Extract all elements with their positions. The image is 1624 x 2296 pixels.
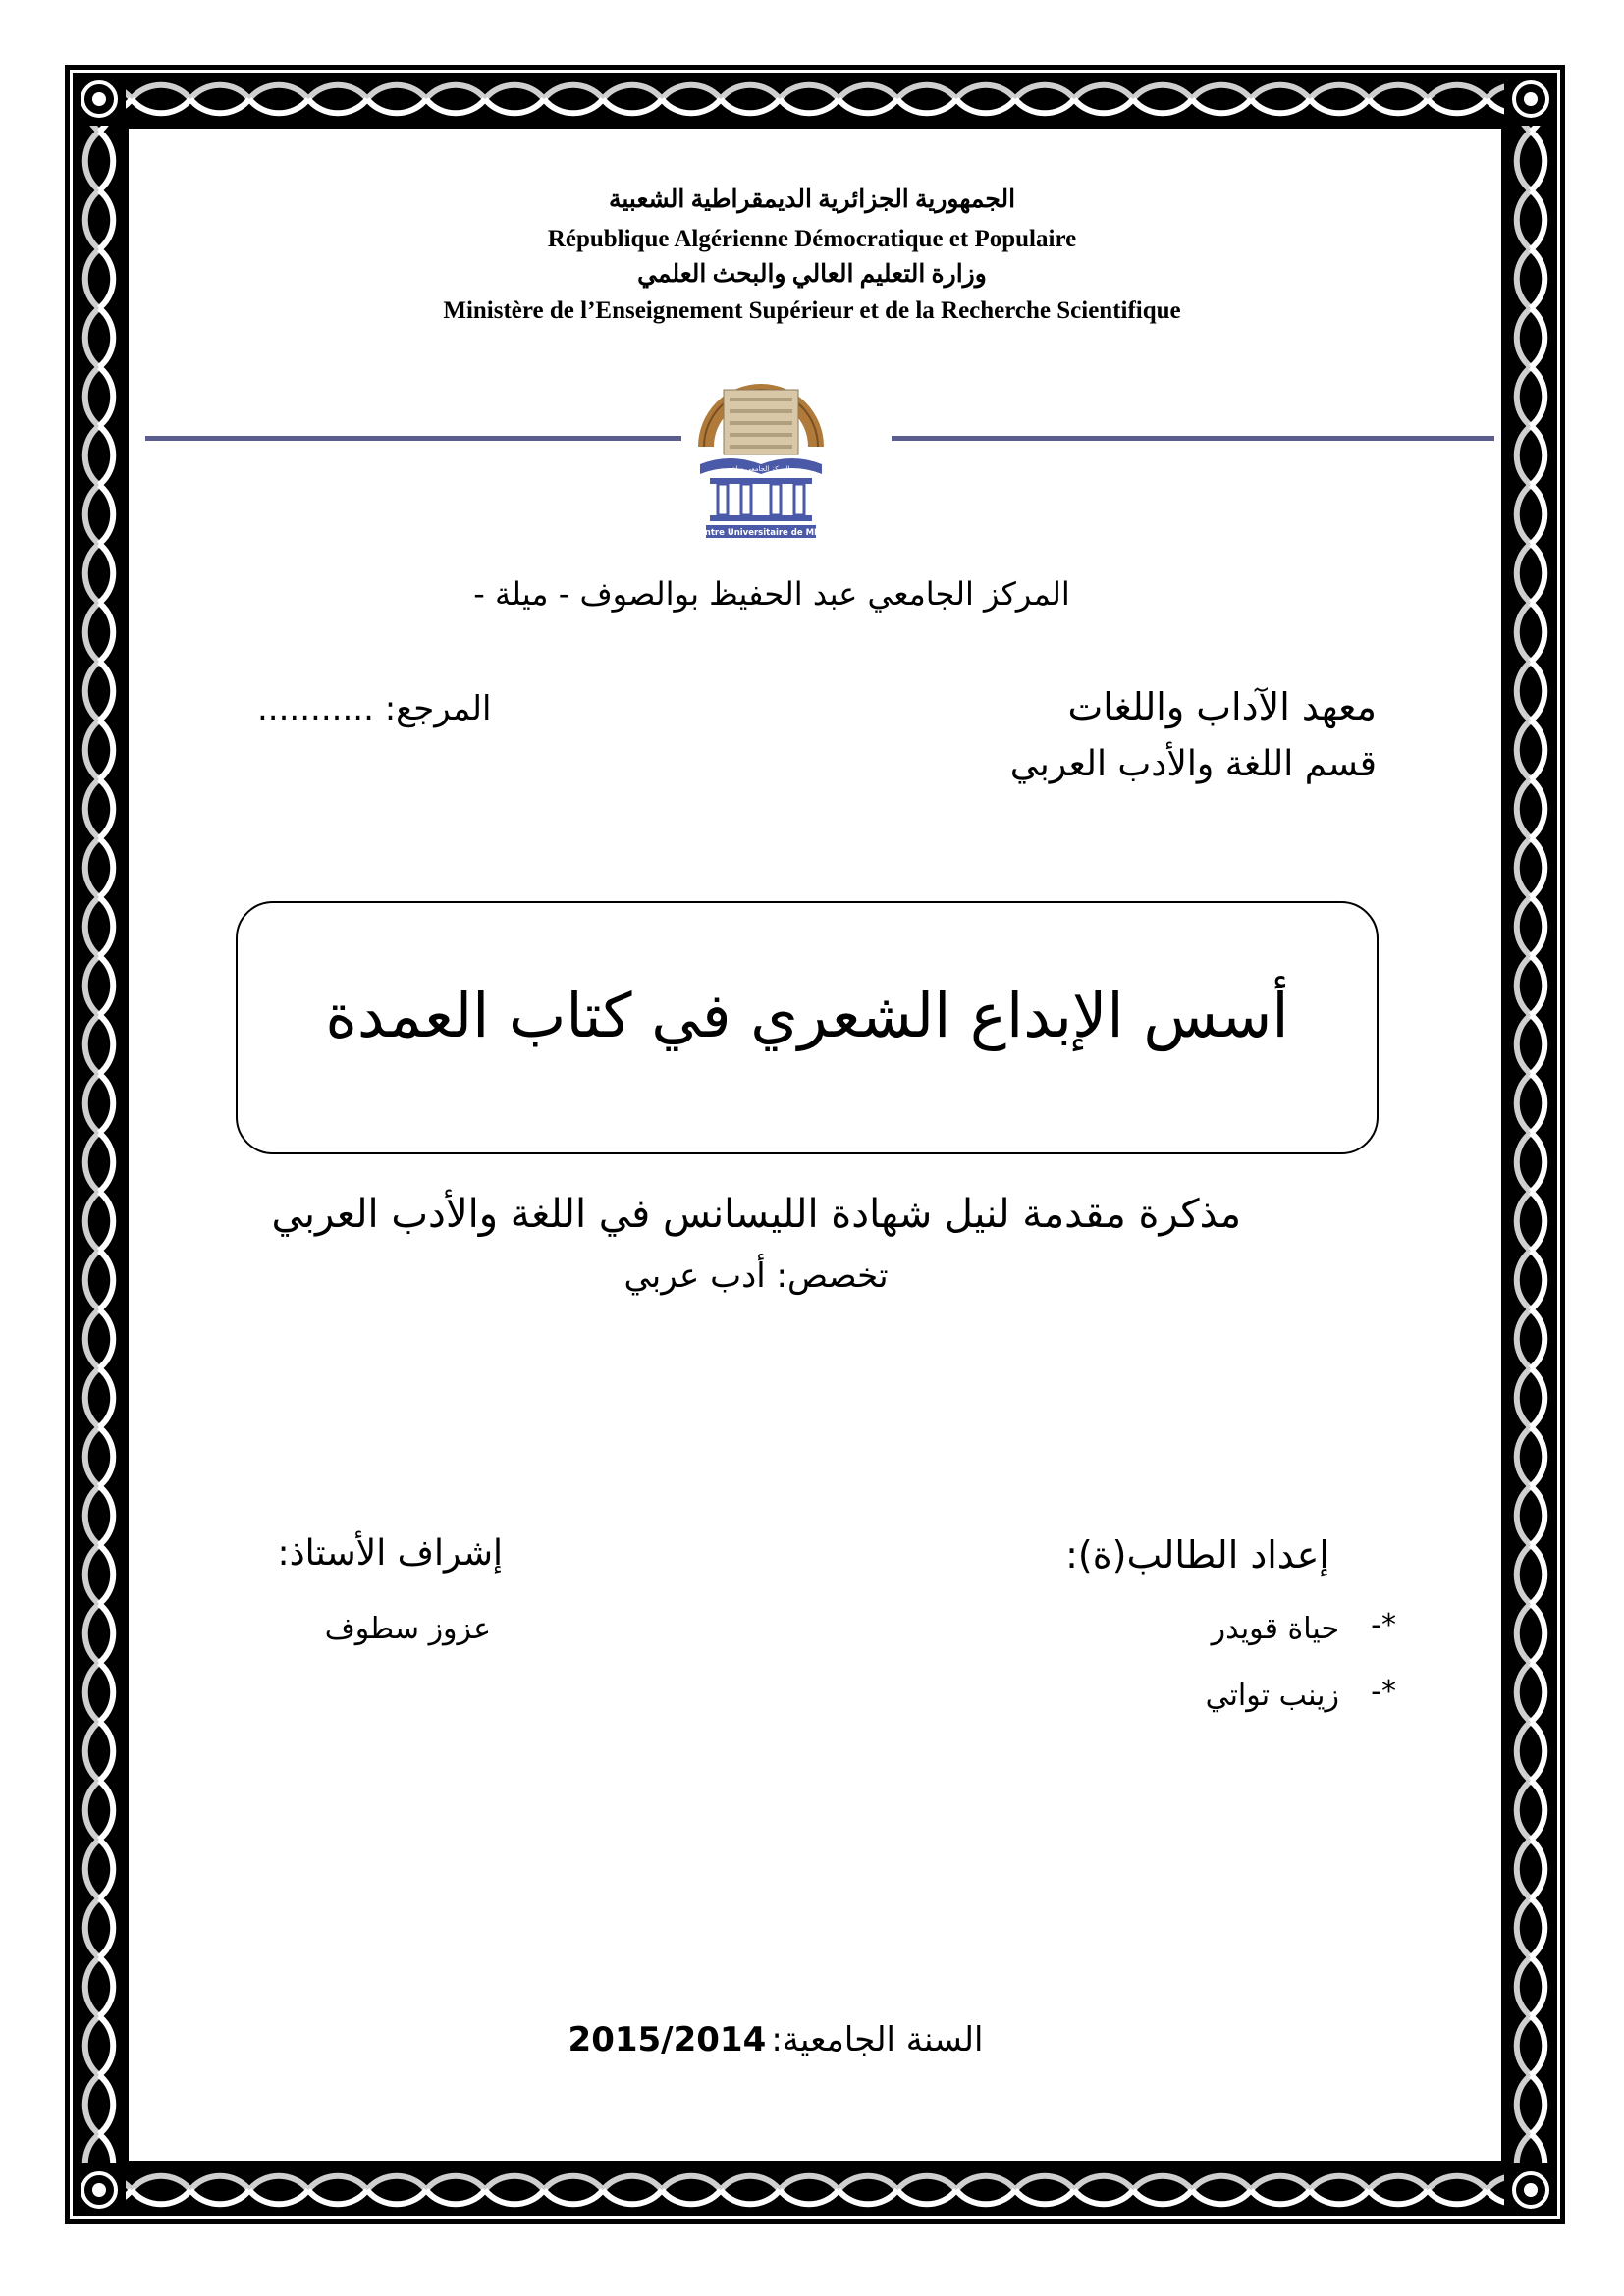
center-name: المركز الجامعي عبد الحفيظ بوالصوف - ميلة - xyxy=(473,575,1070,613)
republic-name-french: République Algérienne Démocratique et Populaire xyxy=(547,226,1077,252)
chain-pattern-left xyxy=(73,73,126,2216)
corner-ornament xyxy=(73,73,126,126)
chain-pattern-top xyxy=(73,73,1557,126)
author-marker: *- xyxy=(1371,1675,1396,1709)
logo-banner-text: المركز الجامعي ميلة xyxy=(731,465,790,473)
institute-name: معهد الآداب واللغات xyxy=(1067,685,1377,728)
supervisor-name: عزوز سطوف xyxy=(324,1612,491,1646)
reference-field: المرجع: ........... xyxy=(257,689,492,728)
corner-ornament xyxy=(1504,73,1557,126)
header-rule-right xyxy=(892,436,1494,441)
author-marker: *- xyxy=(1371,1608,1396,1642)
thesis-specialty: تخصص: أدب عربي xyxy=(623,1256,889,1296)
border-band-bottom xyxy=(73,2163,1557,2216)
authors-label: إعداد الطالب(ة): xyxy=(1065,1533,1329,1576)
republic-name-arabic: الجمهورية الجزائرية الديمقراطية الشعبية xyxy=(608,187,1016,213)
thesis-title-box xyxy=(236,901,1379,1154)
thesis-title: أسس الإبداع الشعري في كتاب العمدة xyxy=(325,980,1289,1051)
border-band-left xyxy=(73,73,126,2216)
author-name: حياة قويدر xyxy=(1211,1612,1339,1646)
author-name: زينب تواتي xyxy=(1205,1679,1339,1713)
border-band-top xyxy=(73,73,1557,126)
border-band-right xyxy=(1504,73,1557,2216)
chain-pattern-bottom xyxy=(73,2163,1557,2216)
academic-year xyxy=(550,2020,1001,2059)
university-logo xyxy=(690,348,832,539)
chain-pattern-right xyxy=(1504,73,1557,2216)
academic-year-value: 2015/2014 xyxy=(568,2020,767,2059)
department-name: قسم اللغة والأدب العربي xyxy=(1009,744,1377,784)
logo-caption: Centre Universitaire de MILA xyxy=(692,528,830,538)
header-rule-left xyxy=(145,436,681,441)
academic-year-label: السنة الجامعية: xyxy=(771,2020,984,2059)
thesis-subtitle: مذكرة مقدمة لنيل شهادة الليسانس في اللغة والأدب العربي xyxy=(271,1192,1241,1237)
ministry-name-arabic: وزارة التعليم العالي والبحث العلمي xyxy=(637,261,987,288)
corner-ornament xyxy=(1504,2163,1557,2216)
supervisor-label: إشراف الأستاذ: xyxy=(277,1533,503,1574)
corner-ornament xyxy=(73,2163,126,2216)
ministry-name-french: Ministère de l’Enseignement Supérieur et de la Recherche Scientifique xyxy=(443,297,1181,324)
